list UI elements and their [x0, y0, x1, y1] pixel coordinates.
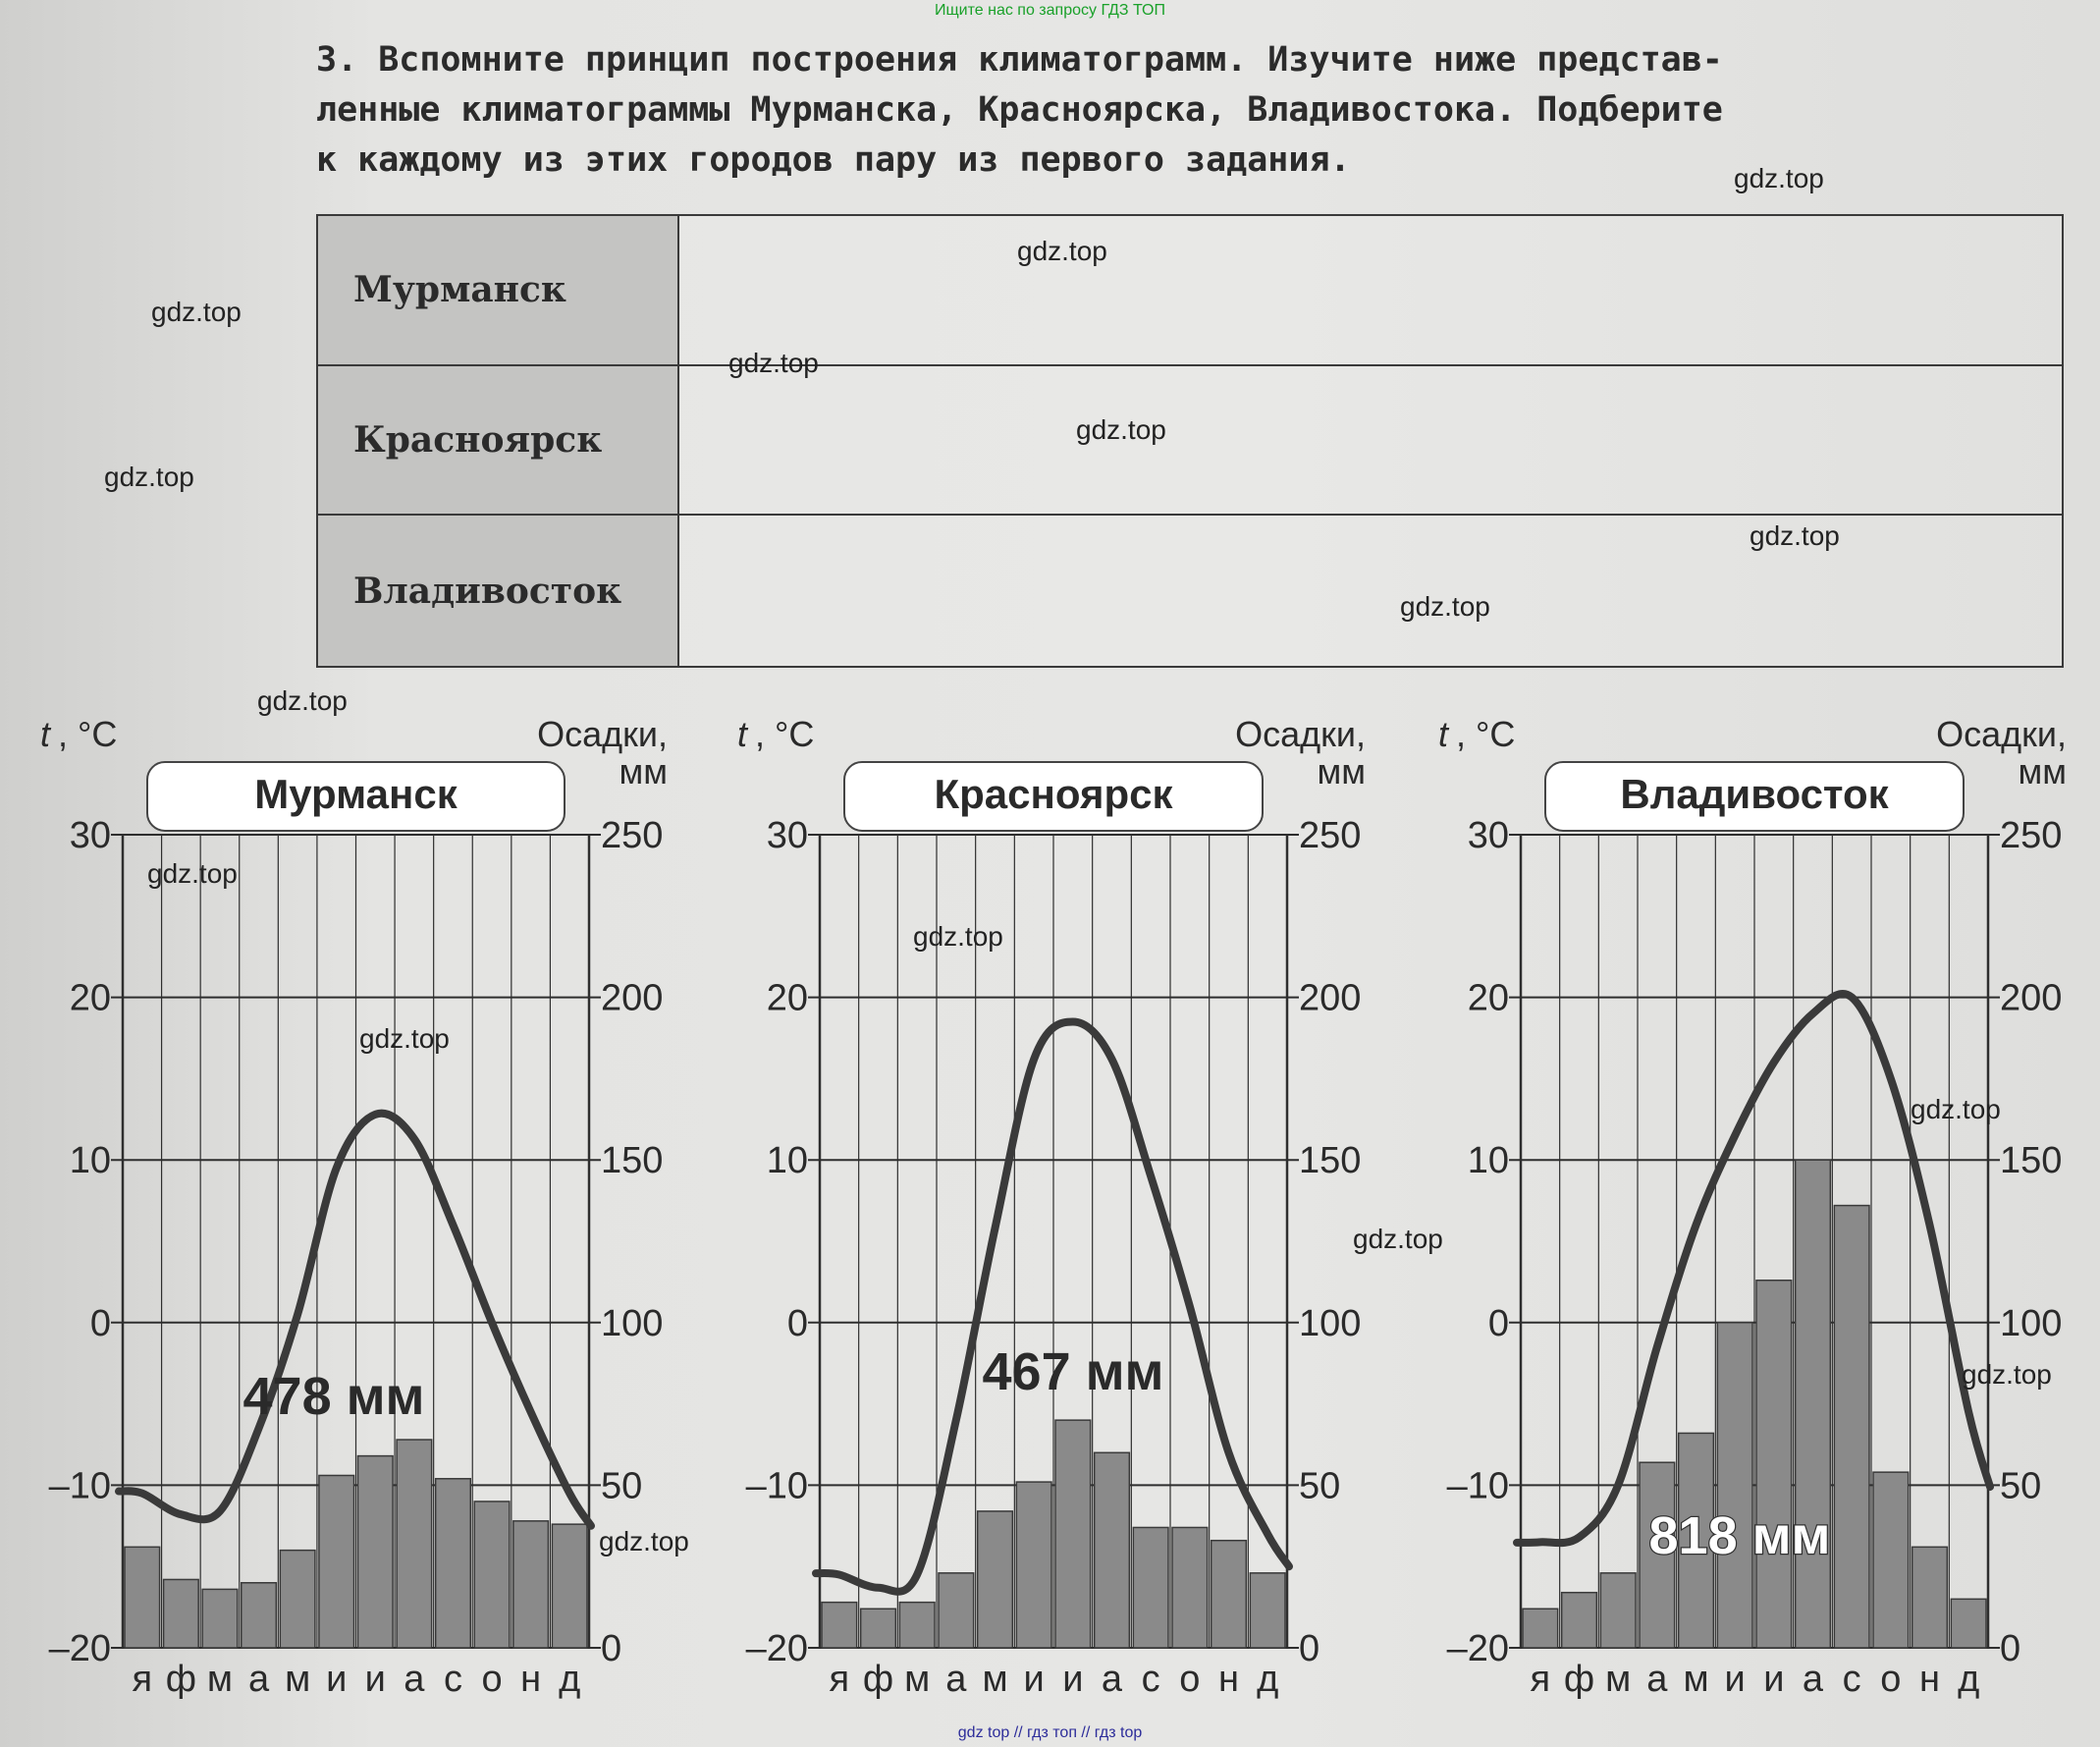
precipitation-axis-unit: мм [2018, 751, 2067, 792]
temperature-axis-symbol: t [1438, 714, 1449, 754]
precipitation-bar [1873, 1472, 1909, 1648]
precipitation-bar [280, 1551, 315, 1648]
watermark: gdz.top [1734, 163, 1824, 193]
month-label: д [1958, 1659, 1980, 1700]
precipitation-tick-label: 250 [1299, 815, 1362, 856]
precipitation-tick-label: 50 [1299, 1465, 1341, 1507]
temperature-tick-label: 20 [766, 977, 808, 1019]
month-label: д [1257, 1659, 1279, 1700]
temperature-axis-unit: , °C [755, 714, 815, 754]
temperature-tick-label: 0 [786, 1302, 808, 1344]
precipitation-bar [319, 1475, 354, 1648]
month-label: м [1605, 1659, 1632, 1700]
chart-title: Владивосток [1620, 771, 1889, 817]
table-city-krasnoyarsk: Красноярск [318, 366, 679, 517]
precipitation-tick-label: 200 [601, 977, 664, 1019]
temperature-tick-label: –20 [745, 1628, 808, 1669]
month-label: о [481, 1659, 503, 1700]
precipitation-bar [822, 1603, 857, 1648]
precipitation-tick-label: 50 [2000, 1465, 2042, 1507]
precipitation-bar [1250, 1573, 1285, 1648]
temperature-tick-label: –20 [1446, 1628, 1509, 1669]
temperature-tick-label: –10 [48, 1465, 111, 1507]
watermark: gdz.top [1911, 1094, 2001, 1124]
month-label: я [829, 1659, 850, 1700]
temperature-tick-label: 0 [1487, 1302, 1509, 1344]
month-label: и [1062, 1659, 1084, 1700]
annual-precipitation-total: 467 мм [982, 1342, 1164, 1401]
precipitation-bar [125, 1547, 160, 1648]
precipitation-bar [397, 1440, 432, 1648]
task-line: 3. Вспомните принцип построения климатограмм. Изучите ниже представ- [316, 40, 1723, 80]
precipitation-bar [1756, 1281, 1792, 1648]
temperature-line [1517, 994, 1990, 1543]
precipitation-bar [1016, 1482, 1051, 1648]
precipitation-bar [358, 1456, 394, 1648]
precipitation-tick-label: 150 [2000, 1140, 2063, 1182]
watermark: gdz.top [728, 348, 819, 378]
precipitation-bar [1834, 1206, 1869, 1648]
precipitation-bar [1523, 1609, 1558, 1648]
precipitation-tick-label: 0 [1299, 1628, 1320, 1669]
month-label: а [1802, 1659, 1824, 1700]
precipitation-bar [1172, 1527, 1208, 1648]
temperature-tick-label: –10 [745, 1465, 808, 1507]
temperature-line [816, 1021, 1289, 1591]
temperature-axis-unit: , °C [1456, 714, 1516, 754]
precipitation-bar [436, 1479, 471, 1648]
precipitation-bar [552, 1524, 587, 1648]
month-label: я [132, 1659, 153, 1700]
temperature-tick-label: 10 [69, 1140, 111, 1182]
precipitation-axis-title: Осадки, [537, 714, 668, 754]
watermark: gdz.top [104, 462, 194, 492]
precipitation-tick-label: 200 [1299, 977, 1362, 1019]
watermark: gdz.top [1400, 591, 1490, 622]
watermark: gdz.top [1353, 1224, 1443, 1254]
watermark: gdz.top [913, 921, 1003, 952]
precipitation-bar [164, 1579, 199, 1648]
precipitation-tick-label: 250 [2000, 815, 2063, 856]
temperature-tick-label: –10 [1446, 1465, 1509, 1507]
month-label: с [1141, 1659, 1160, 1700]
month-label: м [285, 1659, 311, 1700]
precipitation-bar [1912, 1547, 1948, 1648]
month-label: о [1179, 1659, 1201, 1700]
temperature-tick-label: 10 [1467, 1140, 1509, 1182]
watermark: gdz.top [1962, 1359, 2052, 1390]
month-label: и [326, 1659, 348, 1700]
precipitation-bar [939, 1573, 974, 1648]
task-line: к каждому из этих городов пару из первого задания. [316, 140, 1351, 180]
temperature-tick-label: 0 [89, 1302, 111, 1344]
month-label: и [364, 1659, 386, 1700]
month-label: д [559, 1659, 581, 1700]
temperature-line [119, 1114, 591, 1526]
bottom-banner[interactable]: gdz top // гдз топ // гдз top [957, 1724, 1143, 1741]
watermark: gdz.top [257, 685, 348, 716]
precipitation-tick-label: 150 [1299, 1140, 1362, 1182]
table-city-vladivostok: Владивосток [318, 516, 679, 666]
temperature-tick-label: 30 [766, 815, 808, 856]
temperature-tick-label: 20 [1467, 977, 1509, 1019]
temperature-axis-symbol: t [40, 714, 51, 754]
month-label: н [1919, 1659, 1940, 1700]
watermark: gdz.top [151, 297, 242, 327]
month-label: и [1724, 1659, 1746, 1700]
precipitation-tick-label: 50 [601, 1465, 643, 1507]
precipitation-tick-label: 0 [601, 1628, 622, 1669]
month-label: ф [862, 1659, 894, 1700]
precipitation-bar [1600, 1573, 1636, 1648]
task-line: ленные климатограммы Мурманска, Красноярска, Владивостока. Подберите [316, 90, 1723, 130]
precipitation-bar [1055, 1420, 1091, 1648]
month-label: н [520, 1659, 542, 1700]
precipitation-tick-label: 200 [2000, 977, 2063, 1019]
precipitation-tick-label: 100 [1299, 1302, 1362, 1344]
temperature-tick-label: 30 [69, 815, 111, 856]
month-label: а [1646, 1659, 1668, 1700]
precipitation-tick-label: 0 [2000, 1628, 2021, 1669]
month-label: ф [1563, 1659, 1595, 1700]
precipitation-axis-title: Осадки, [1936, 714, 2067, 754]
precipitation-bar [1562, 1593, 1597, 1648]
month-label: н [1218, 1659, 1239, 1700]
precipitation-bar [202, 1589, 238, 1648]
temperature-tick-label: 20 [69, 977, 111, 1019]
precipitation-tick-label: 100 [2000, 1302, 2063, 1344]
month-label: а [1101, 1659, 1123, 1700]
month-label: ф [165, 1659, 197, 1700]
temperature-axis-unit: , °C [58, 714, 118, 754]
temperature-tick-label: –20 [48, 1628, 111, 1669]
month-label: о [1880, 1659, 1902, 1700]
precipitation-bar [1717, 1323, 1752, 1648]
annual-precipitation-total: 478 мм [242, 1367, 425, 1426]
precipitation-bar [899, 1603, 935, 1648]
watermark: gdz.top [1017, 236, 1107, 266]
precipitation-bar [474, 1501, 510, 1648]
watermark: gdz.top [359, 1023, 450, 1054]
precipitation-tick-label: 250 [601, 815, 664, 856]
annual-precipitation-total: 818 мм [1648, 1506, 1831, 1565]
top-banner[interactable]: Ищите нас по запросу ГДЗ ТОП [935, 2, 1165, 19]
precipitation-bar [1212, 1541, 1247, 1648]
month-label: я [1530, 1659, 1551, 1700]
temperature-tick-label: 30 [1467, 815, 1509, 856]
month-label: с [443, 1659, 462, 1700]
precipitation-bar [1133, 1527, 1168, 1648]
month-label: и [1023, 1659, 1045, 1700]
month-label: м [206, 1659, 234, 1700]
precipitation-tick-label: 100 [601, 1302, 664, 1344]
precipitation-tick-label: 150 [601, 1140, 664, 1182]
precipitation-bar [513, 1521, 549, 1648]
precipitation-bar [978, 1511, 1013, 1648]
precipitation-axis-title: Осадки, [1235, 714, 1366, 754]
precipitation-bar [242, 1583, 277, 1648]
precipitation-bar [861, 1609, 896, 1648]
watermark: gdz.top [599, 1526, 689, 1556]
month-label: а [945, 1659, 967, 1700]
month-label: м [904, 1659, 931, 1700]
chart-title: Мурманск [254, 771, 458, 817]
precipitation-bar [1095, 1452, 1130, 1648]
watermark: gdz.top [1076, 414, 1166, 445]
watermark: gdz.top [147, 858, 238, 889]
chart-title: Красноярск [934, 771, 1173, 817]
temperature-tick-label: 10 [766, 1140, 808, 1182]
month-label: и [1763, 1659, 1785, 1700]
precipitation-axis-unit: мм [1317, 751, 1366, 792]
temperature-axis-symbol: t [737, 714, 748, 754]
precipitation-bar [1796, 1160, 1831, 1648]
watermark: gdz.top [1750, 520, 1840, 551]
precipitation-axis-unit: мм [619, 751, 668, 792]
month-label: а [404, 1659, 425, 1700]
month-label: м [1683, 1659, 1709, 1700]
month-label: а [247, 1659, 270, 1700]
month-label: м [982, 1659, 1008, 1700]
month-label: с [1842, 1659, 1861, 1700]
table-city-murmansk: Мурманск [318, 216, 679, 366]
precipitation-bar [1951, 1599, 1986, 1648]
